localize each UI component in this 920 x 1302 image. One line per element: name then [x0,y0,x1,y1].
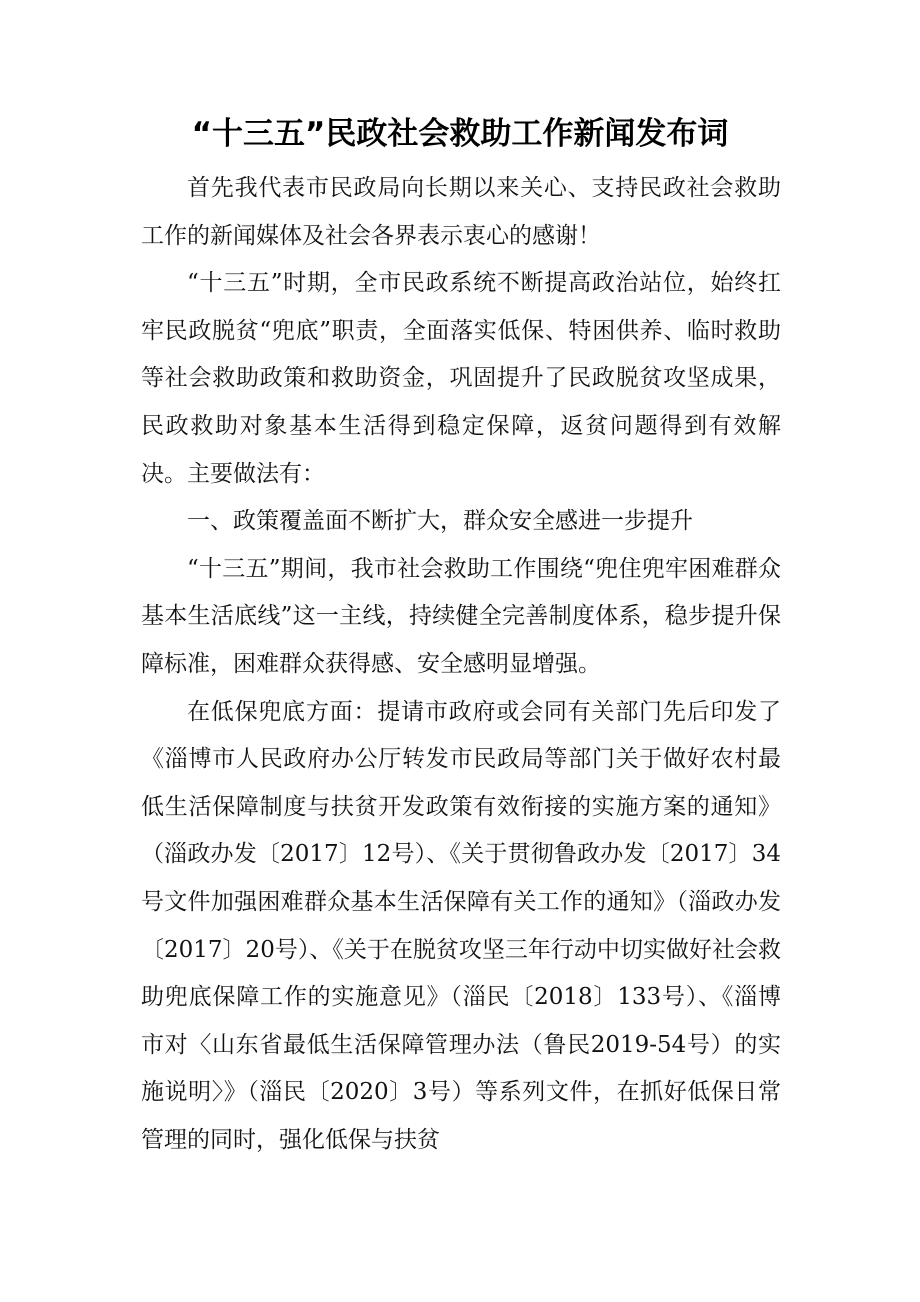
paragraph-policy-summary: “十三五”期间，我市社会救助工作围绕“兜住兜牢困难群众基本生活底线”这一主线，持续健全完善制度体系，稳步提升保障标准，困难群众获得感、安全感明显增强。 [141,555,781,677]
section-heading-policy-coverage: 一、政策覆盖面不断扩大，群众安全感进一步提升 [187,508,693,535]
document-body [141,165,781,1164]
paragraph-thanks: 首先我代表市民政局向长期以来关心、支持民政社会救助工作的新闻媒体及社会各界表示衷心的感谢！ [141,175,781,249]
paragraph-minimum-living-guarantee: 在低保兜底方面：提请市政府或会同有关部门先后印发了《淄博市人民政府办公厅转发市民政局等部门关于做好农村最低生活保障制度与扶贫开发政策有效衔接的实施方案的通知》（淄政办发〔2017〕12号）、《关于贯彻鲁政办发〔2017〕34号文件加强困难群众基本生活保障有关工作的通知》（淄政办发〔2017〕20号）、《关于在脱贫攻坚三年行动中切实做好社会救助兜底保障工作的实施意见》（淄民〔2018〕133号）、《淄博市对〈山东省最低生活保障管理办法（鲁民2019-54号）的实施说明〉》（淄民〔2020〕3号）等系列文件，在抓好低保日常管理的同时，强化低保与扶贫 [141,698,781,1153]
paragraph-overview: “十三五”时期，全市民政系统不断提高政治站位，始终扛牢民政脱贫“兜底”职责，全面落实低保、特困供养、临时救助等社会救助政策和救助资金，巩固提升了民政脱贫攻坚成果，民政救助对象基本生活得到稳定保障，返贫问题得到有效解决。主要做法有： [141,270,781,487]
document-title: “十三五”民政社会救助工作新闻发布词 [191,116,729,152]
